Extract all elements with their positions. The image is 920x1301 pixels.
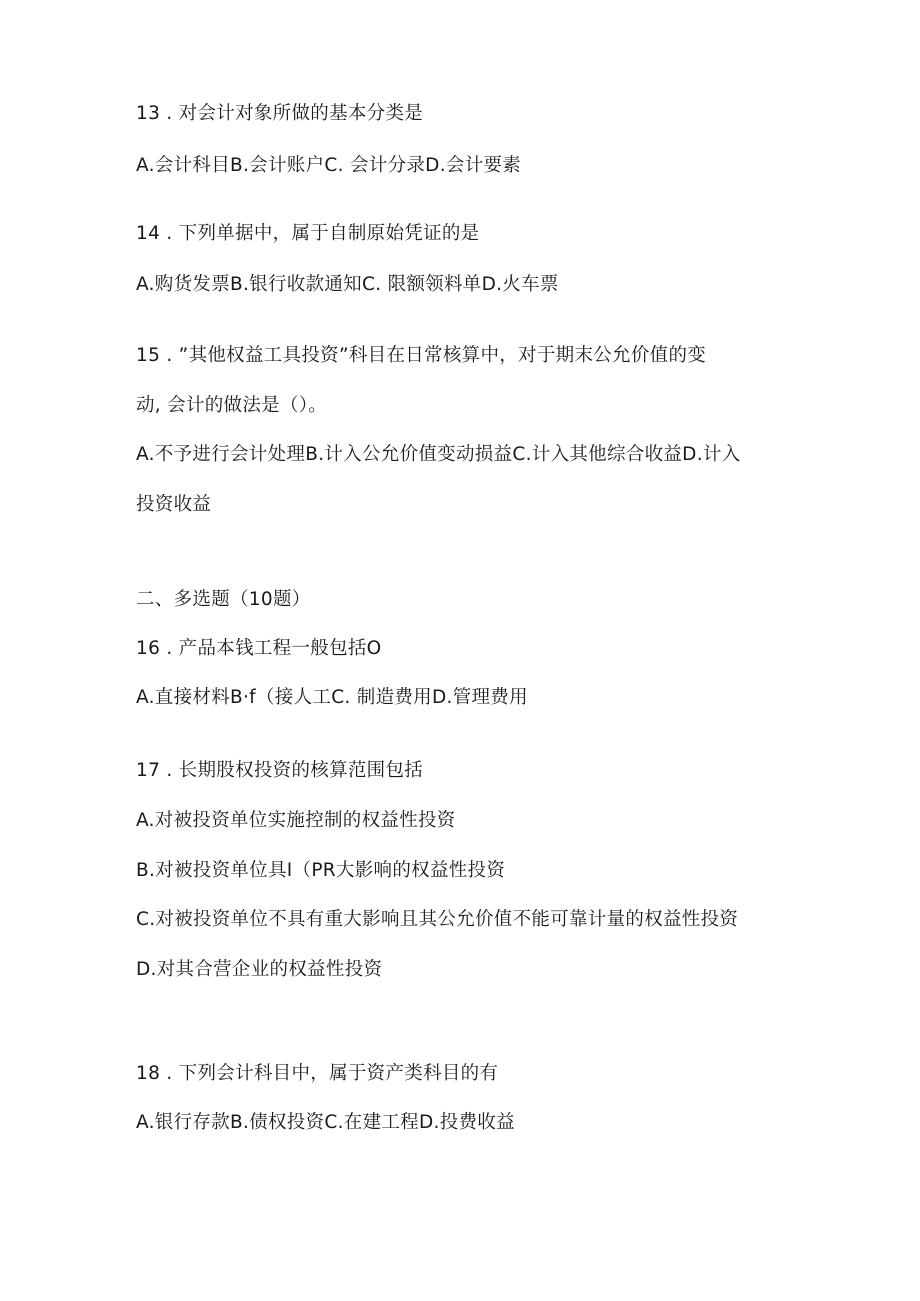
question-15-stem-cont: 动, 会计的做法是（）。 <box>136 395 328 416</box>
question-18-stem: 18 . 下列会计科目中，属于资产类科目的有 <box>136 1063 499 1084</box>
question-17-option-d: D.对其合营企业的权益性投资 <box>136 959 383 980</box>
question-16-options: A.直接材料B·f（接人工C. 制造费用D.管理费用 <box>136 687 528 708</box>
question-15-options-cont: 投资收益 <box>136 494 212 515</box>
section-heading-multiple-choice: 二、多选题（10题） <box>136 589 311 610</box>
question-15-stem: 15 . ”其他权益工具投资”科目在日常核算中，对于期末公允价值的变 <box>136 345 707 366</box>
question-14-stem: 14 . 下列单据中，属于自制原始凭证的是 <box>136 223 480 244</box>
question-17-option-b: B.对被投资单位具I（PR大影响的权益性投资 <box>136 860 506 881</box>
question-13-options: A.会计科目B.会计账户C. 会计分录D.会计要素 <box>136 155 522 176</box>
question-16-stem: 16 . 产品本钱工程一般包括O <box>136 638 382 659</box>
question-13-stem: 13 . 对会计对象所做的基本分类是 <box>136 103 424 124</box>
question-17-stem: 17 . 长期股权投资的核算范围包括 <box>136 760 424 781</box>
question-17-option-c: C.对被投资单位不具有重大影响且其公允价值不能可靠计量的权益性投资 <box>136 909 739 930</box>
question-18-options: A.银行存款B.债权投资C.在建工程D.投费收益 <box>136 1112 515 1133</box>
question-17-option-a: A.对被投资单位实施控制的权益性投资 <box>136 810 456 831</box>
question-14-options: A.购货发票B.银行收款通知C. 限额领料单D.火车票 <box>136 274 559 295</box>
question-15-options: A.不予进行会计处理B.计入公允价值变动损益C.计入其他综合收益D.计入 <box>136 444 741 465</box>
